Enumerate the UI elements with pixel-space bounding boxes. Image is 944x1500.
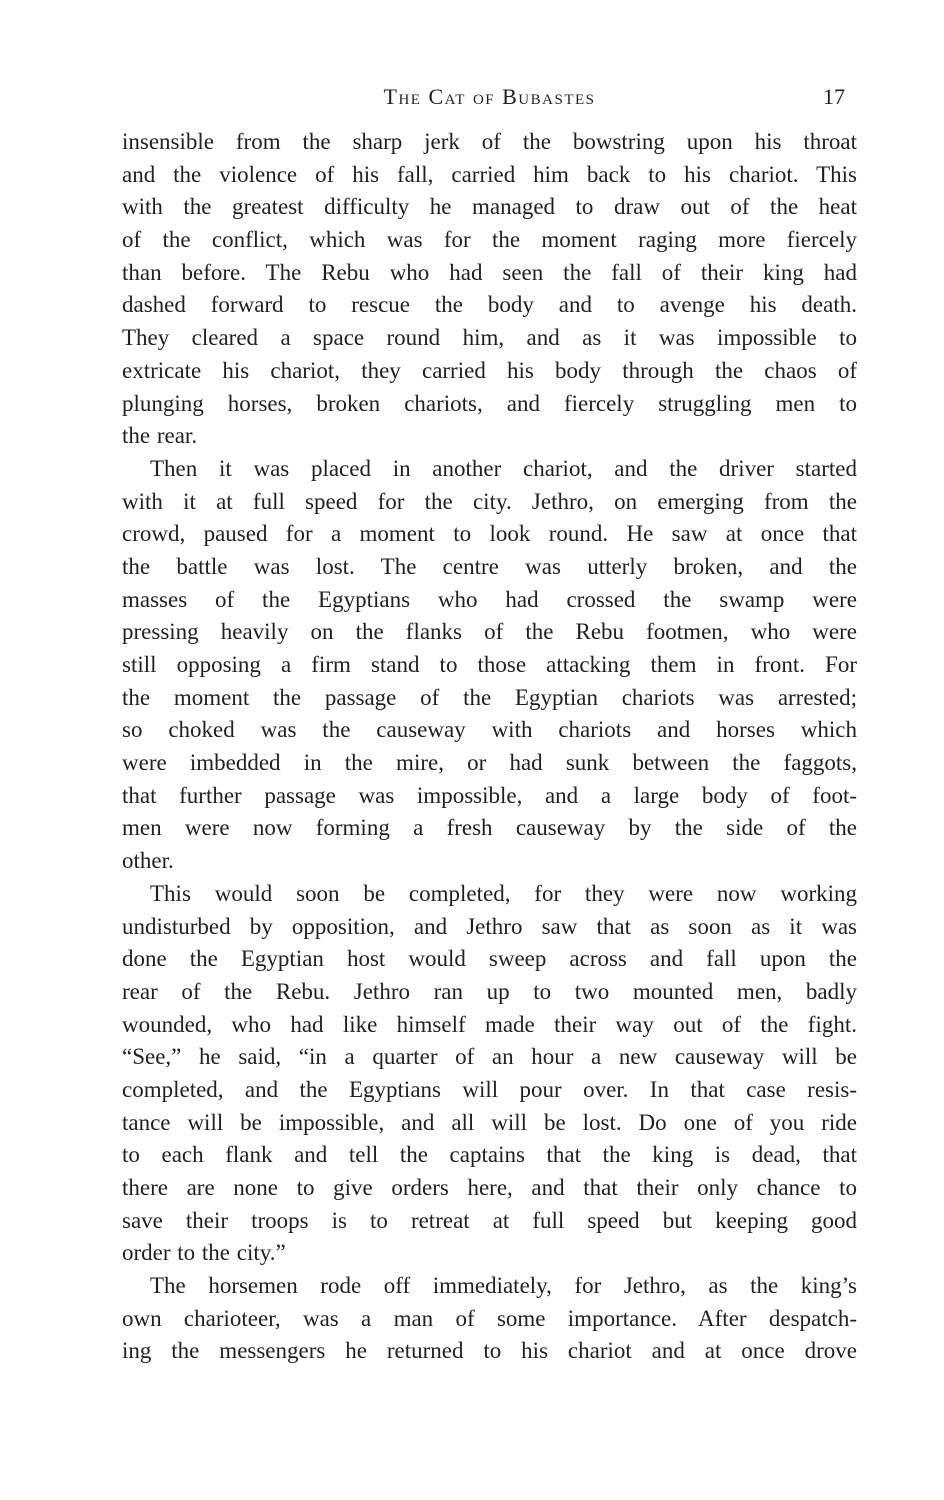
text-line: were imbedded in the mire, or had sunk between the faggots, [122,750,857,776]
text-line: there are none to give orders here, and that their only chance to [122,1175,857,1200]
page-number: 17 [823,84,845,109]
text-line: with it at full speed for the city. Jethro, on emerging from the [122,488,857,514]
text-line: other. [122,848,174,874]
text-line: that further passage was impossible, and a large body of foot- [122,782,857,808]
text-line: masses of the Egyptians who had crossed the swamp were [122,586,857,612]
running-header [122,84,857,112]
text-line: This would soon be completed, for they were now working [150,880,857,906]
text-block [122,126,857,1368]
text-line: “See,” he said, “in a quarter of an hour a new causeway will be [122,1044,857,1070]
text-line: the battle was lost. The centre was utterly broken, and the [122,553,857,579]
text-line: ing the messengers he returned to his chariot and at once drove [122,1338,857,1364]
text-line: than before. The Rebu who had seen the fall of their king had [122,259,857,285]
text-line: extricate his chariot, they carried his body through the chaos of [122,357,857,383]
text-line: completed, and the Egyptians will pour over. In that case resis- [122,1076,857,1102]
text-line: pressing heavily on the flanks of the Rebu footmen, who were [122,619,857,645]
text-line: save their troops is to retreat at full speed but keeping good [122,1207,857,1233]
text-line: the rear. [122,423,198,449]
text-line: They cleared a space round him, and as it was impossible to [122,325,857,351]
text-line: done the Egyptian host would sweep across and fall upon the [122,946,857,972]
text-line: so choked was the causeway with chariots and horses which [122,717,857,743]
text-line: still opposing a firm stand to those attacking them in front. For [122,652,857,677]
text-line: wounded, who had like himself made their way out of the fight. [122,1011,857,1037]
text-line: and the violence of his fall, carried him back to his chariot. This [122,161,857,187]
paragraph [122,453,857,878]
text-line: own charioteer, was a man of some importance. After despatch- [122,1305,857,1331]
text-line: undisturbed by opposition, and Jethro saw that as soon as it was [122,913,857,939]
text-line: tance will be impossible, and all will be lost. Do one of you ride [122,1109,857,1135]
text-line: to each flank and tell the captains that the king is dead, that [122,1142,857,1168]
text-line: crowd, paused for a moment to look round. He saw at once that [122,521,857,547]
text-line: with the greatest difficulty he managed to draw out of the heat [122,194,857,220]
text-line: dashed forward to rescue the body and to avenge his death. [122,292,857,318]
paragraph [122,878,857,1270]
running-title: The Cat of Bubastes [383,84,596,109]
text-line: of the conflict, which was for the moment raging more fiercely [122,227,857,253]
paragraph [122,126,857,453]
text-line: The horsemen rode off immediately, for Jethro, as the king’s [150,1273,857,1299]
text-line: Then it was placed in another chariot, and the driver started [150,455,857,481]
text-line: order to the city.” [122,1240,286,1266]
text-line: men were now forming a fresh causeway by the side of the [122,815,857,841]
text-line: insensible from the sharp jerk of the bowstring upon his throat [122,129,857,154]
text-line: rear of the Rebu. Jethro ran up to two mounted men, badly [122,978,857,1004]
text-line: plunging horses, broken chariots, and fiercely struggling men to [122,390,857,416]
text-line: the moment the passage of the Egyptian chariots was arrested; [122,684,857,710]
paragraph [122,1270,857,1368]
